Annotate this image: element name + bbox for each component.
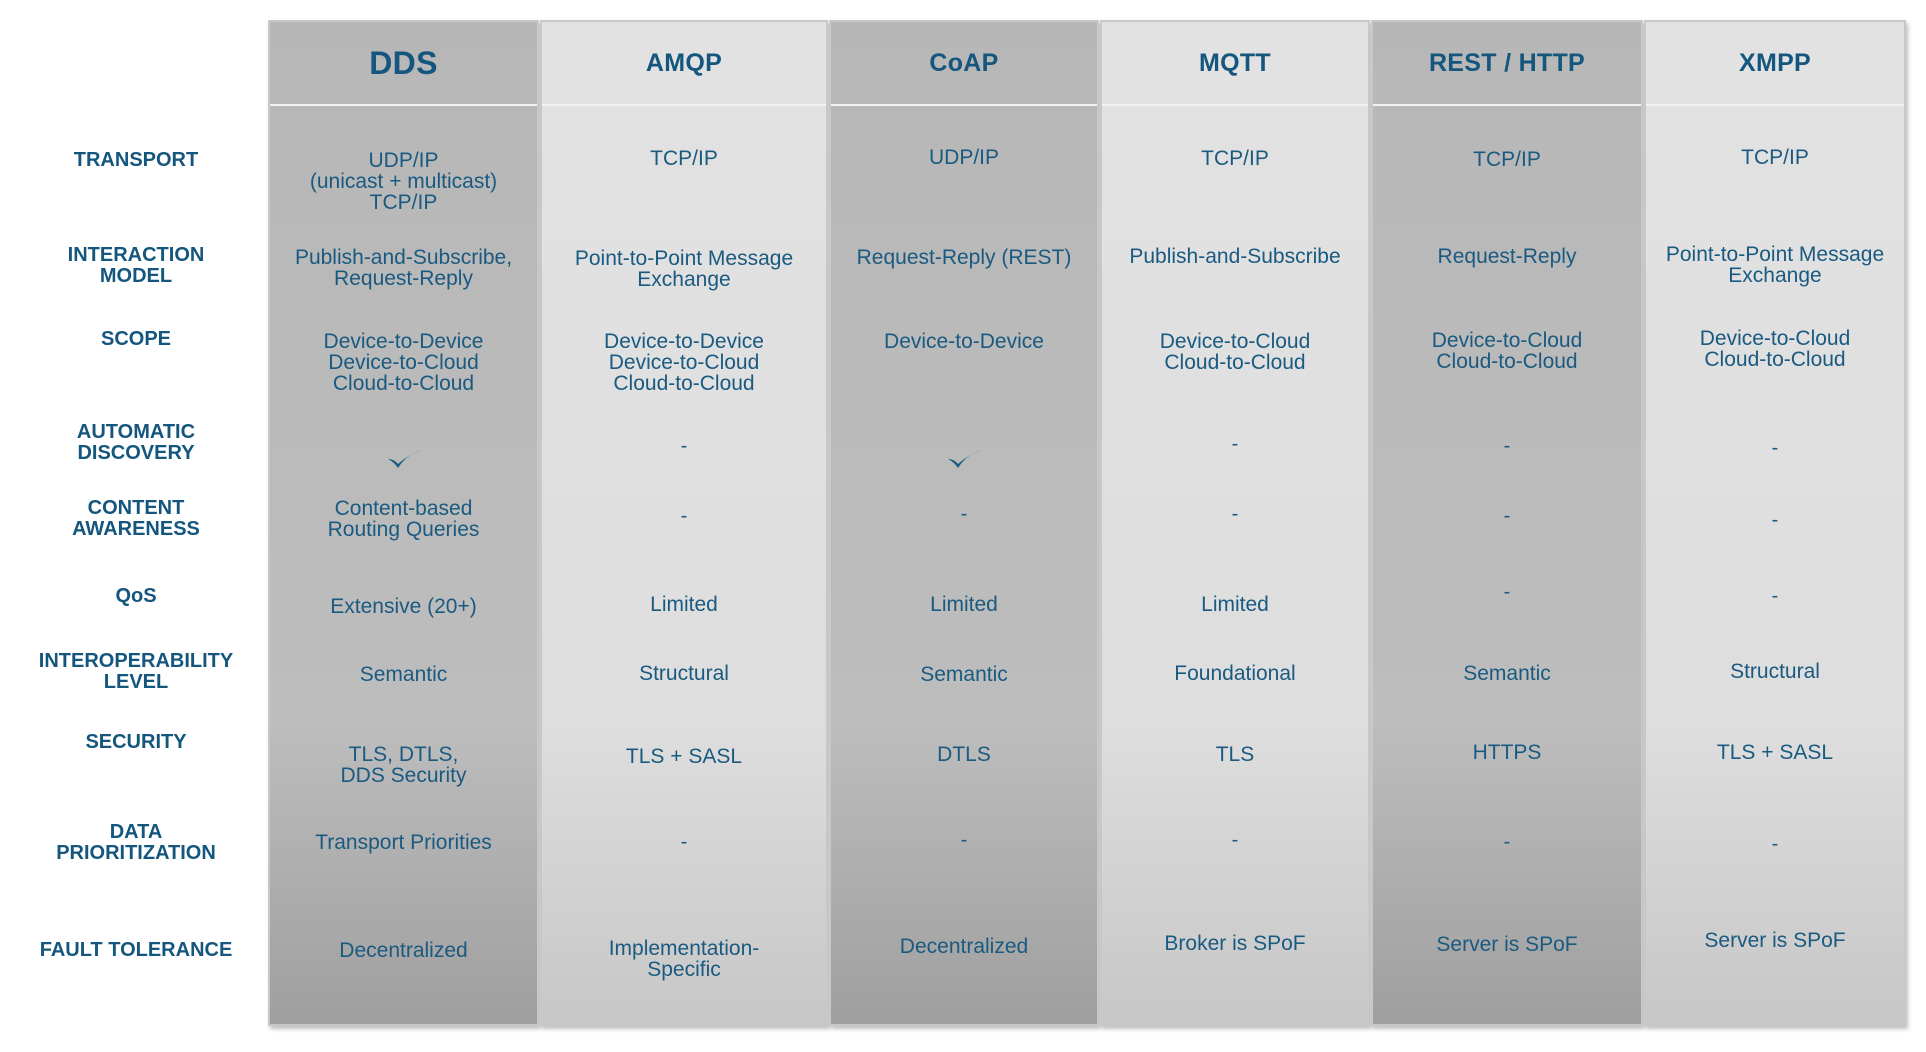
column-rest-http bbox=[1371, 20, 1643, 1026]
cell-dds-automatic-discovery bbox=[270, 426, 537, 475]
row-label-security: SECURITY bbox=[85, 731, 187, 753]
cell-dds-data-prioritization: Transport Priorities bbox=[315, 831, 492, 854]
cell-mqtt-content-awareness: - bbox=[1231, 503, 1239, 525]
cell-amqp-interaction-model: Point-to-Point Message Exchange bbox=[574, 247, 794, 291]
cell-mqtt-automatic-discovery: - bbox=[1231, 433, 1239, 455]
column-header-rest-http: REST / HTTP bbox=[1373, 22, 1641, 106]
column-header-amqp: AMQP bbox=[542, 22, 826, 106]
row-label-interoperability-level: INTEROPERABILITY LEVEL bbox=[38, 650, 234, 693]
cell-mqtt-scope: Device-to-Cloud Cloud-to-Cloud bbox=[1159, 330, 1311, 374]
row-label-automatic-discovery: AUTOMATIC DISCOVERY bbox=[76, 421, 196, 464]
cell-coap-content-awareness: - bbox=[960, 503, 968, 525]
column-header-xmpp: XMPP bbox=[1646, 22, 1904, 106]
cell-xmpp-fault-tolerance: Server is SPoF bbox=[1704, 929, 1846, 952]
cell-mqtt-fault-tolerance: Broker is SPoF bbox=[1164, 932, 1306, 955]
row-label-transport: TRANSPORT bbox=[73, 149, 199, 171]
cell-xmpp-security: TLS + SASL bbox=[1716, 741, 1834, 764]
cell-coap-automatic-discovery bbox=[831, 426, 1097, 475]
cell-mqtt-data-prioritization: - bbox=[1231, 829, 1239, 851]
cell-dds-interoperability: Semantic bbox=[359, 663, 448, 686]
cell-mqtt-transport: TCP/IP bbox=[1201, 147, 1269, 170]
column-dds bbox=[268, 20, 539, 1026]
cell-mqtt-qos: Limited bbox=[1201, 593, 1269, 616]
cell-amqp-content-awareness: - bbox=[680, 505, 688, 527]
cell-rest-interaction-model: Request-Reply bbox=[1437, 245, 1577, 268]
cell-xmpp-automatic-discovery: - bbox=[1771, 437, 1779, 459]
column-header-dds: DDS bbox=[270, 22, 537, 106]
cell-amqp-security: TLS + SASL bbox=[625, 745, 743, 768]
column-coap bbox=[829, 20, 1099, 1026]
row-label-scope: SCOPE bbox=[100, 328, 172, 350]
cell-coap-data-prioritization: - bbox=[960, 829, 968, 851]
cell-amqp-scope: Device-to-Device Device-to-Cloud Cloud-to-Cloud bbox=[604, 330, 764, 395]
column-xmpp bbox=[1644, 20, 1906, 1026]
cell-amqp-automatic-discovery: - bbox=[680, 435, 688, 457]
cell-rest-content-awareness: - bbox=[1503, 505, 1511, 527]
cell-rest-automatic-discovery: - bbox=[1503, 435, 1511, 457]
column-header-coap: CoAP bbox=[831, 22, 1097, 106]
cell-coap-scope: Device-to-Device bbox=[884, 330, 1044, 353]
column-mqtt bbox=[1100, 20, 1370, 1026]
row-label-qos: QoS bbox=[115, 585, 157, 607]
cell-coap-transport: UDP/IP bbox=[928, 146, 999, 169]
cell-dds-transport: UDP/IP (unicast + multicast) TCP/IP bbox=[309, 149, 498, 214]
cell-xmpp-interaction-model: Point-to-Point Message Exchange bbox=[1665, 243, 1885, 287]
cell-amqp-interoperability: Structural bbox=[639, 662, 729, 685]
cell-coap-qos: Limited bbox=[930, 593, 998, 616]
cell-xmpp-content-awareness: - bbox=[1771, 509, 1779, 531]
cell-mqtt-interaction-model: Publish-and-Subscribe bbox=[1129, 245, 1341, 268]
row-label-data-prioritization: DATA PRIORITIZATION bbox=[56, 821, 216, 864]
cell-mqtt-security: TLS bbox=[1215, 743, 1255, 766]
column-amqp bbox=[540, 20, 828, 1026]
cell-rest-security: HTTPS bbox=[1472, 741, 1542, 764]
cell-mqtt-interoperability: Foundational bbox=[1174, 662, 1296, 685]
cell-amqp-data-prioritization: - bbox=[680, 831, 688, 853]
column-header-mqtt: MQTT bbox=[1102, 22, 1368, 106]
row-label-content-awareness: CONTENT AWARENESS bbox=[72, 497, 200, 540]
cell-rest-interoperability: Semantic bbox=[1463, 662, 1551, 685]
cell-xmpp-interoperability: Structural bbox=[1730, 660, 1820, 683]
cell-rest-transport: TCP/IP bbox=[1473, 148, 1541, 171]
cell-amqp-qos: Limited bbox=[650, 593, 718, 616]
checkmark-icon bbox=[384, 447, 424, 471]
cell-coap-interoperability: Semantic bbox=[920, 663, 1008, 686]
cell-rest-fault-tolerance: Server is SPoF bbox=[1436, 933, 1578, 956]
cell-rest-scope: Device-to-Cloud Cloud-to-Cloud bbox=[1431, 329, 1583, 373]
cell-amqp-fault-tolerance: Implementation- Specific bbox=[608, 937, 760, 981]
cell-dds-content-awareness: Content-based Routing Queries bbox=[327, 497, 480, 541]
cell-xmpp-data-prioritization: - bbox=[1771, 833, 1779, 855]
cell-coap-interaction-model: Request-Reply (REST) bbox=[856, 246, 1072, 269]
checkmark-icon bbox=[944, 447, 984, 471]
cell-rest-data-prioritization: - bbox=[1503, 831, 1511, 853]
cell-dds-security: TLS, DTLS, DDS Security bbox=[340, 743, 467, 787]
row-label-fault-tolerance: FAULT TOLERANCE bbox=[39, 939, 233, 961]
cell-coap-fault-tolerance: Decentralized bbox=[899, 935, 1029, 958]
cell-dds-qos: Extensive (20+) bbox=[330, 595, 477, 618]
cell-dds-fault-tolerance: Decentralized bbox=[339, 939, 468, 962]
cell-xmpp-scope: Device-to-Cloud Cloud-to-Cloud bbox=[1699, 327, 1851, 371]
cell-dds-scope: Device-to-Device Device-to-Cloud Cloud-to-Cloud bbox=[323, 330, 484, 395]
cell-xmpp-transport: TCP/IP bbox=[1741, 146, 1809, 169]
cell-amqp-transport: TCP/IP bbox=[650, 147, 718, 170]
cell-dds-interaction-model: Publish-and-Subscribe, Request-Reply bbox=[294, 246, 513, 290]
cell-coap-security: DTLS bbox=[937, 743, 991, 766]
row-label-interaction-model: INTERACTION MODEL bbox=[67, 244, 205, 287]
cell-rest-qos: - bbox=[1503, 581, 1511, 603]
cell-xmpp-qos: - bbox=[1771, 585, 1779, 607]
